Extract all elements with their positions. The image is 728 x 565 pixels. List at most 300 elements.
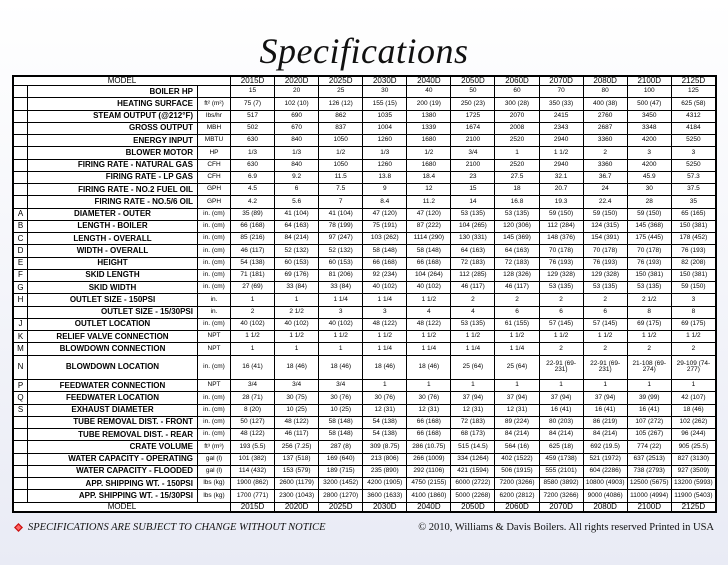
spec-value: 76 (193)	[671, 245, 715, 257]
model-2025d-header: 2025D	[319, 77, 363, 86]
spec-value: 72 (183)	[451, 257, 495, 269]
spec-value: 129 (328)	[583, 269, 627, 281]
spec-value: 1674	[451, 122, 495, 134]
spec-value: 1 1/2	[407, 294, 451, 306]
spec-value: 837	[319, 122, 363, 134]
spec-label: OUTLET SIZE - 150PSI	[28, 294, 198, 306]
spec-value: 28 (71)	[231, 392, 275, 404]
spec-value: 150 (381)	[671, 220, 715, 232]
spec-label: DIAMETER - OUTER	[28, 208, 198, 220]
spec-value: 1700 (771)	[231, 490, 275, 503]
spec-value: 266 (1009)	[407, 453, 451, 465]
spec-value: 59 (150)	[627, 208, 671, 220]
spec-row	[14, 441, 716, 453]
spec-value: 193 (5.5)	[231, 441, 275, 453]
spec-value: 20.7	[539, 184, 583, 196]
spec-value: 8.4	[363, 196, 407, 208]
spec-value: 150 (381)	[627, 269, 671, 281]
spec-value: 300 (28)	[495, 98, 539, 110]
spec-value: 3360	[583, 135, 627, 147]
spec-value: 48 (122)	[275, 416, 319, 428]
spec-value: 3	[363, 306, 407, 318]
spec-value: 2008	[495, 122, 539, 134]
spec-value: 2100	[451, 135, 495, 147]
model-2070d-header: 2070D	[539, 77, 583, 86]
spec-value: 89 (224)	[495, 416, 539, 428]
spec-value: 6.9	[231, 171, 275, 183]
spec-label: WATER CAPACITY - OPERATING	[28, 453, 198, 465]
spec-value: 1035	[363, 110, 407, 122]
spec-value: 145 (369)	[495, 233, 539, 245]
spec-unit: NPT	[198, 380, 231, 392]
spec-value: 103 (262)	[363, 233, 407, 245]
spec-value: 66 (168)	[231, 220, 275, 232]
spec-value: 60 (153)	[275, 257, 319, 269]
spec-value: 81 (206)	[319, 269, 363, 281]
dimension-letter: C	[14, 233, 28, 245]
spec-value: 37.5	[671, 184, 715, 196]
spec-value: 53 (135)	[495, 208, 539, 220]
spec-value: 40 (102)	[363, 282, 407, 294]
spec-value: 40 (102)	[319, 318, 363, 330]
spec-value: 862	[319, 110, 363, 122]
spec-value: 23	[451, 171, 495, 183]
model-2020d-header: 2020D	[275, 77, 319, 86]
dimension-letter	[14, 110, 28, 122]
spec-value: 70	[539, 86, 583, 98]
spec-value: 1260	[363, 135, 407, 147]
spec-value: 2600 (1179)	[275, 478, 319, 490]
spec-value: 189 (715)	[319, 465, 363, 477]
spec-value: 16 (41)	[539, 404, 583, 416]
spec-value: 2	[671, 343, 715, 355]
spec-value: 4750 (2155)	[407, 478, 451, 490]
spec-value: 2940	[539, 135, 583, 147]
spec-value: 76 (193)	[539, 257, 583, 269]
spec-row	[14, 122, 716, 134]
spec-row	[14, 429, 716, 441]
spec-value: 506 (1915)	[495, 465, 539, 477]
spec-value: 50 (127)	[231, 416, 275, 428]
dimension-letter: N	[14, 355, 28, 380]
spec-value: 3/4	[451, 147, 495, 159]
spec-value: 2	[231, 306, 275, 318]
spec-value: 6	[539, 306, 583, 318]
spec-unit: GPH	[198, 184, 231, 196]
spec-label: APP. SHIPPING WT. - 150PSI	[28, 478, 198, 490]
spec-row	[14, 490, 716, 503]
spec-unit: NPT	[198, 343, 231, 355]
spec-value: 555 (2101)	[539, 465, 583, 477]
spec-value: 30	[627, 184, 671, 196]
spec-unit: lbs (kg)	[198, 490, 231, 503]
spec-value: 40	[407, 86, 451, 98]
spec-value: 334 (1264)	[451, 453, 495, 465]
spec-unit: in. (cm)	[198, 355, 231, 380]
spec-value: 40 (102)	[275, 318, 319, 330]
spec-value: 6	[583, 306, 627, 318]
spec-value: 11000 (4994)	[627, 490, 671, 503]
model-2100d-header: 2100D	[627, 503, 671, 512]
spec-row	[14, 171, 716, 183]
spec-unit: in. (cm)	[198, 269, 231, 281]
spec-row	[14, 159, 716, 171]
spec-value: 840	[275, 135, 319, 147]
spec-value: 28	[627, 196, 671, 208]
spec-value: 65 (165)	[671, 208, 715, 220]
spec-value: 104 (265)	[451, 220, 495, 232]
spec-value: 4312	[671, 110, 715, 122]
spec-value: 18.4	[407, 171, 451, 183]
model-2025d-header: 2025D	[319, 503, 363, 512]
spec-value: 47 (120)	[407, 208, 451, 220]
spec-value: 30	[363, 86, 407, 98]
spec-value: 80 (203)	[539, 416, 583, 428]
spec-row	[14, 478, 716, 490]
dimension-letter	[14, 306, 28, 318]
spec-value: 66 (168)	[407, 416, 451, 428]
spec-value: 8 (20)	[231, 404, 275, 416]
spec-value: 1 1/2	[539, 331, 583, 343]
model-header-row	[14, 77, 716, 86]
model-footer-label: MODEL	[14, 503, 231, 512]
spec-unit: MBH	[198, 122, 231, 134]
spec-value: 1/3	[275, 147, 319, 159]
spec-value: 52 (132)	[319, 245, 363, 257]
spec-value: 126 (12)	[319, 98, 363, 110]
spec-value: 350 (33)	[539, 98, 583, 110]
spec-value: 72 (183)	[495, 257, 539, 269]
spec-value: 3200 (1452)	[319, 478, 363, 490]
dimension-letter: M	[14, 343, 28, 355]
spec-value: 1	[407, 380, 451, 392]
spec-row	[14, 404, 716, 416]
spec-value: 37 (94)	[583, 392, 627, 404]
spec-value: 286 (10.75)	[407, 441, 451, 453]
spec-value: 22-91 (69-231)	[539, 355, 583, 380]
spec-value: 30 (75)	[275, 392, 319, 404]
spec-value: 45.9	[627, 171, 671, 183]
spec-unit: GPH	[198, 196, 231, 208]
spec-unit: in.	[198, 294, 231, 306]
spec-unit: lbs/hr	[198, 110, 231, 122]
spec-row	[14, 465, 716, 477]
spec-row	[14, 233, 716, 245]
spec-value: 1380	[407, 110, 451, 122]
model-2080d-header: 2080D	[583, 503, 627, 512]
spec-value: 1 1/2	[407, 331, 451, 343]
spec-value: 7	[319, 196, 363, 208]
spec-row	[14, 392, 716, 404]
spec-value: 8580 (3892)	[539, 478, 583, 490]
spec-value: 3348	[627, 122, 671, 134]
spec-label: FIRING RATE - NO.2 FUEL OIL	[28, 184, 198, 196]
spec-label: CRATE VOLUME	[28, 441, 198, 453]
spec-value: 69 (175)	[671, 318, 715, 330]
spec-value: 102 (10)	[275, 98, 319, 110]
dimension-letter: H	[14, 294, 28, 306]
spec-label: LENGTH - BOILER	[28, 220, 198, 232]
spec-table	[13, 76, 716, 512]
spec-label: TUBE REMOVAL DIST. - FRONT	[28, 416, 198, 428]
spec-value: 1	[363, 380, 407, 392]
spec-value: 1	[627, 380, 671, 392]
spec-value: 2800 (1270)	[319, 490, 363, 503]
spec-value: 130 (331)	[451, 233, 495, 245]
spec-row	[14, 245, 716, 257]
spec-value: 3	[671, 294, 715, 306]
spec-value: 41 (104)	[275, 208, 319, 220]
spec-value: 58 (148)	[319, 429, 363, 441]
spec-value: 1	[495, 147, 539, 159]
spec-value: 927 (3509)	[671, 465, 715, 477]
spec-row	[14, 331, 716, 343]
spec-row	[14, 220, 716, 232]
spec-value: 625 (58)	[671, 98, 715, 110]
dimension-letter: G	[14, 282, 28, 294]
dimension-letter	[14, 453, 28, 465]
spec-value: 4	[407, 306, 451, 318]
spec-value: 1 1/2	[539, 147, 583, 159]
spec-value: 72 (183)	[451, 416, 495, 428]
dimension-letter	[14, 122, 28, 134]
spec-unit: in. (cm)	[198, 282, 231, 294]
spec-value: 22-91 (69-231)	[583, 355, 627, 380]
spec-value: 9.2	[275, 171, 319, 183]
spec-unit: in. (cm)	[198, 429, 231, 441]
spec-value: 564 (16)	[495, 441, 539, 453]
spec-unit: lbs (kg)	[198, 478, 231, 490]
spec-value: 107 (272)	[627, 416, 671, 428]
spec-value: 1680	[407, 159, 451, 171]
spec-value: 175 (445)	[627, 233, 671, 245]
spec-value: 18 (46)	[319, 355, 363, 380]
spec-value: 16.8	[495, 196, 539, 208]
spec-value: 1	[275, 294, 319, 306]
spec-label: FIRING RATE - NATURAL GAS	[28, 159, 198, 171]
spec-value: 1	[583, 380, 627, 392]
spec-row	[14, 294, 716, 306]
spec-unit: in. (cm)	[198, 220, 231, 232]
spec-value: 100	[627, 86, 671, 98]
spec-value: 92 (234)	[363, 269, 407, 281]
spec-value: 459 (1738)	[539, 453, 583, 465]
spec-row	[14, 135, 716, 147]
spec-row	[14, 318, 716, 330]
model-footer-row	[14, 503, 716, 512]
spec-value: 35 (89)	[231, 208, 275, 220]
spec-value: 82 (208)	[671, 257, 715, 269]
spec-value: 30 (76)	[363, 392, 407, 404]
spec-value: 4200	[627, 135, 671, 147]
spec-value: 5250	[671, 159, 715, 171]
spec-value: 35	[671, 196, 715, 208]
spec-value: 46 (117)	[231, 245, 275, 257]
model-2060d-header: 2060D	[495, 503, 539, 512]
spec-value: 36.7	[583, 171, 627, 183]
dimension-letter	[14, 465, 28, 477]
spec-value: 25 (64)	[451, 355, 495, 380]
spec-value: 48 (122)	[231, 429, 275, 441]
spec-value: 66 (168)	[407, 257, 451, 269]
spec-value: 1004	[363, 122, 407, 134]
dimension-letter	[14, 196, 28, 208]
spec-value: 96 (244)	[671, 429, 715, 441]
spec-unit: in. (cm)	[198, 233, 231, 245]
spec-unit: in. (cm)	[198, 318, 231, 330]
model-2050d-header: 2050D	[451, 77, 495, 86]
spec-unit: in. (cm)	[198, 404, 231, 416]
dimension-letter: D	[14, 245, 28, 257]
spec-row	[14, 184, 716, 196]
spec-value: 70 (178)	[583, 245, 627, 257]
spec-value: 287 (8)	[319, 441, 363, 453]
dimension-letter	[14, 98, 28, 110]
spec-value: 1 1/2	[671, 331, 715, 343]
spec-label: SKID WIDTH	[28, 282, 198, 294]
spec-value: 64 (163)	[451, 245, 495, 257]
spec-value: 4200 (1905)	[363, 478, 407, 490]
dimension-letter	[14, 478, 28, 490]
model-2015d-header: 2015D	[231, 503, 275, 512]
model-2050d-header: 2050D	[451, 503, 495, 512]
spec-value: 21-108 (69-274)	[627, 355, 671, 380]
spec-value: 70 (178)	[539, 245, 583, 257]
spec-unit: CFH	[198, 159, 231, 171]
spec-value: 27 (69)	[231, 282, 275, 294]
spec-value: 70 (178)	[627, 245, 671, 257]
model-2015d-header: 2015D	[231, 77, 275, 86]
spec-value: 155 (15)	[363, 98, 407, 110]
spec-value: 1260	[363, 159, 407, 171]
spec-value: 59 (150)	[539, 208, 583, 220]
spec-value: 1	[275, 343, 319, 355]
spec-value: 515 (14.5)	[451, 441, 495, 453]
spec-value: 59 (150)	[671, 282, 715, 294]
spec-value: 86 (219)	[583, 416, 627, 428]
dimension-letter: Q	[14, 392, 28, 404]
spec-unit: in. (cm)	[198, 392, 231, 404]
spec-value: 53 (135)	[539, 282, 583, 294]
spec-unit: in. (cm)	[198, 416, 231, 428]
spec-value: 57 (145)	[539, 318, 583, 330]
spec-value: 11900 (5403)	[671, 490, 715, 503]
spec-value: 1	[495, 380, 539, 392]
spec-value: 24	[583, 184, 627, 196]
spec-value: 85 (216)	[231, 233, 275, 245]
spec-value: 58 (148)	[363, 245, 407, 257]
spec-value: 46 (117)	[275, 429, 319, 441]
model-2080d-header: 2080D	[583, 77, 627, 86]
spec-value: 630	[231, 159, 275, 171]
spec-value: 16 (41)	[627, 404, 671, 416]
spec-value: 76 (193)	[583, 257, 627, 269]
spec-value: 1/3	[363, 147, 407, 159]
spec-value: 2	[495, 294, 539, 306]
spec-value: 1	[231, 343, 275, 355]
copyright-text: © 2010, Williams & Davis Boilers. All rights reserved Printed in USA	[418, 522, 714, 533]
spec-value: 18 (46)	[363, 355, 407, 380]
spec-value: 84 (214)	[495, 429, 539, 441]
spec-value: 9	[363, 184, 407, 196]
spec-row	[14, 453, 716, 465]
spec-value: 1 1/2	[319, 331, 363, 343]
spec-value: 69 (176)	[275, 269, 319, 281]
spec-unit: gal (l)	[198, 465, 231, 477]
spec-value: 22.4	[583, 196, 627, 208]
spec-value: 6	[275, 184, 319, 196]
spec-value: 120 (306)	[495, 220, 539, 232]
spec-label: BLOWDOWN CONNECTION	[28, 343, 198, 355]
spec-value: 13200 (5993)	[671, 478, 715, 490]
dimension-letter	[14, 86, 28, 98]
spec-label: BLOWER MOTOR	[28, 147, 198, 159]
spec-value: 112 (284)	[539, 220, 583, 232]
spec-value: 738 (2793)	[627, 465, 671, 477]
notice-text: SPECIFICATIONS ARE SUBJECT TO CHANGE WITHOUT NOTICE	[28, 522, 326, 533]
spec-value: 692 (19.5)	[583, 441, 627, 453]
spec-value: 2520	[495, 159, 539, 171]
spec-value: 2520	[495, 135, 539, 147]
spec-value: 1050	[319, 135, 363, 147]
spec-value: 37 (94)	[495, 392, 539, 404]
spec-value: 1/2	[319, 147, 363, 159]
spec-row	[14, 86, 716, 98]
spec-value: 3600 (1633)	[363, 490, 407, 503]
footer-notice	[14, 522, 326, 533]
spec-value: 11.2	[407, 196, 451, 208]
spec-row	[14, 380, 716, 392]
spec-value: 150 (381)	[671, 269, 715, 281]
spec-value: 87 (222)	[407, 220, 451, 232]
spec-value: 48 (122)	[407, 318, 451, 330]
dimension-letter	[14, 184, 28, 196]
spec-value: 905 (25.5)	[671, 441, 715, 453]
spec-value: 2687	[583, 122, 627, 134]
spec-value: 54 (138)	[231, 257, 275, 269]
spec-value: 125	[671, 86, 715, 98]
spec-value: 4100 (1860)	[407, 490, 451, 503]
spec-value: 3360	[583, 159, 627, 171]
spec-unit: gal (l)	[198, 453, 231, 465]
spec-value: 16 (41)	[231, 355, 275, 380]
spec-value: 42 (107)	[671, 392, 715, 404]
spec-value: 33 (84)	[319, 282, 363, 294]
spec-value: 129 (328)	[539, 269, 583, 281]
spec-value: 1	[319, 343, 363, 355]
spec-unit: ft³ (m³)	[198, 441, 231, 453]
spec-label: APP. SHIPPING WT. - 15/30PSI	[28, 490, 198, 503]
spec-value: 235 (890)	[363, 465, 407, 477]
spec-value: 80	[583, 86, 627, 98]
spec-unit: HP	[198, 147, 231, 159]
dimension-letter: E	[14, 257, 28, 269]
spec-value: 128 (326)	[495, 269, 539, 281]
spec-value: 2	[583, 343, 627, 355]
spec-unit: ft² (m²)	[198, 98, 231, 110]
spec-value: 4200	[627, 159, 671, 171]
spec-label: OUTLET SIZE - 15/30PSI	[28, 306, 198, 318]
spec-unit: CFH	[198, 171, 231, 183]
spec-value: 4.2	[231, 196, 275, 208]
spec-value: 41 (104)	[319, 208, 363, 220]
spec-value: 1 1/2	[231, 331, 275, 343]
spec-value: 10 (25)	[275, 404, 319, 416]
spec-label: SKID LENGTH	[28, 269, 198, 281]
spec-value: 145 (368)	[627, 220, 671, 232]
dimension-letter: A	[14, 208, 28, 220]
dimension-letter	[14, 441, 28, 453]
